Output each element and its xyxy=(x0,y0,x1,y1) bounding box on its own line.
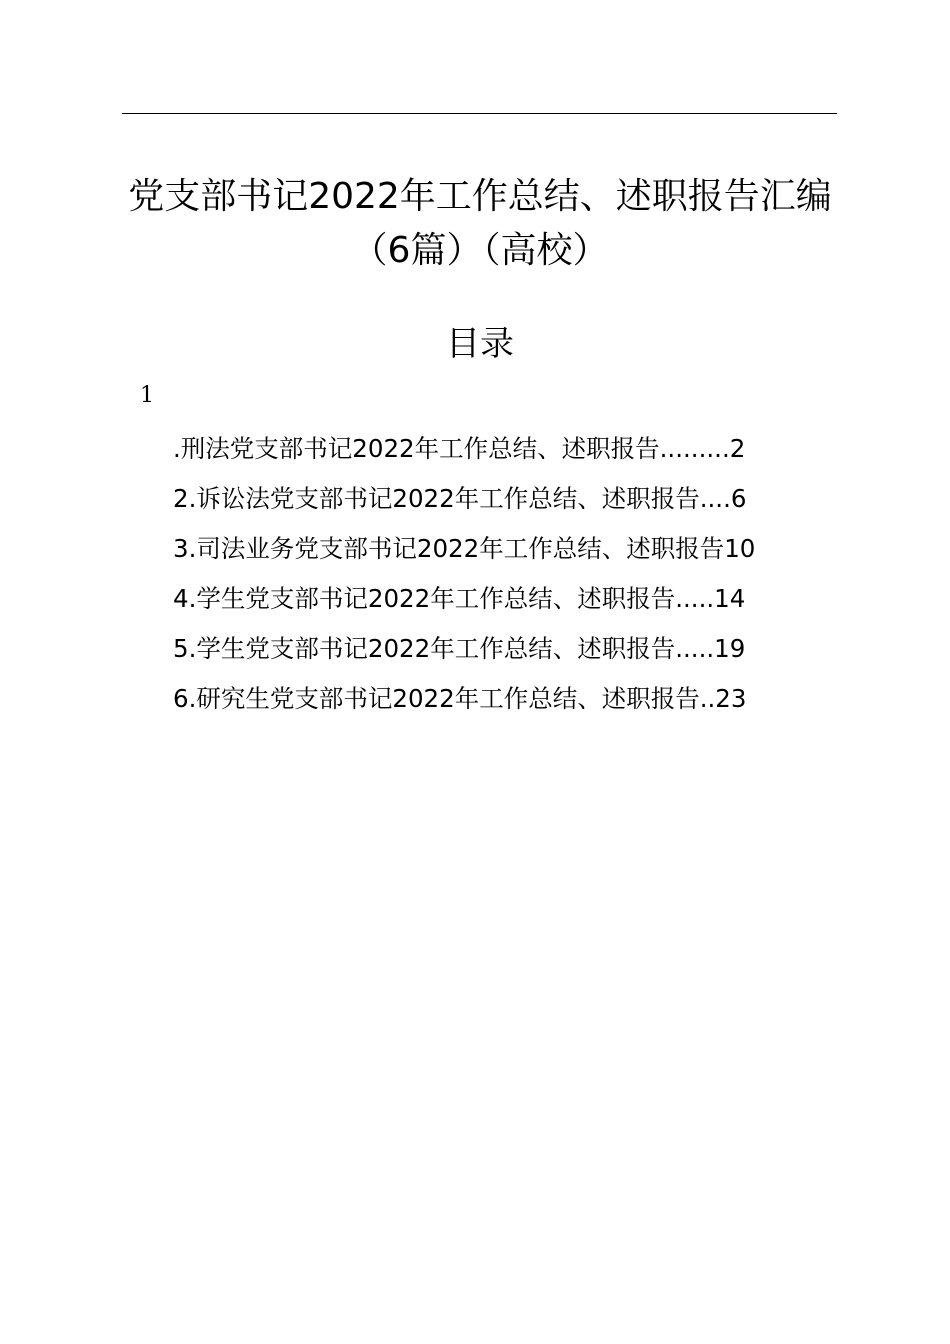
toc-item-5[interactable]: 5.学生党支部书记2022年工作总结、述职报告.....19 xyxy=(173,634,746,663)
toc-item-2[interactable]: 2.诉讼法党支部书记2022年工作总结、述职报告....6 xyxy=(173,484,747,513)
toc-item-1[interactable]: .刑法党支部书记2022年工作总结、述职报告.........2 xyxy=(173,434,746,463)
toc-item-3[interactable]: 3.司法业务党支部书记2022年工作总结、述职报告10 xyxy=(173,534,756,563)
toc-heading: 目录 xyxy=(446,324,514,364)
toc-item-4[interactable]: 4.学生党支部书记2022年工作总结、述职报告.....14 xyxy=(173,584,746,613)
document-title xyxy=(100,170,860,278)
header-rule xyxy=(122,113,837,114)
title-line-2: （6篇）（高校） xyxy=(351,230,609,271)
toc-number-marker: 1 xyxy=(140,383,154,408)
toc-item-6[interactable]: 6.研究生党支部书记2022年工作总结、述职报告..23 xyxy=(173,684,747,713)
title-line-1: 党支部书记2022年工作总结、述职报告汇编 xyxy=(128,176,832,217)
table-of-contents xyxy=(173,424,755,724)
